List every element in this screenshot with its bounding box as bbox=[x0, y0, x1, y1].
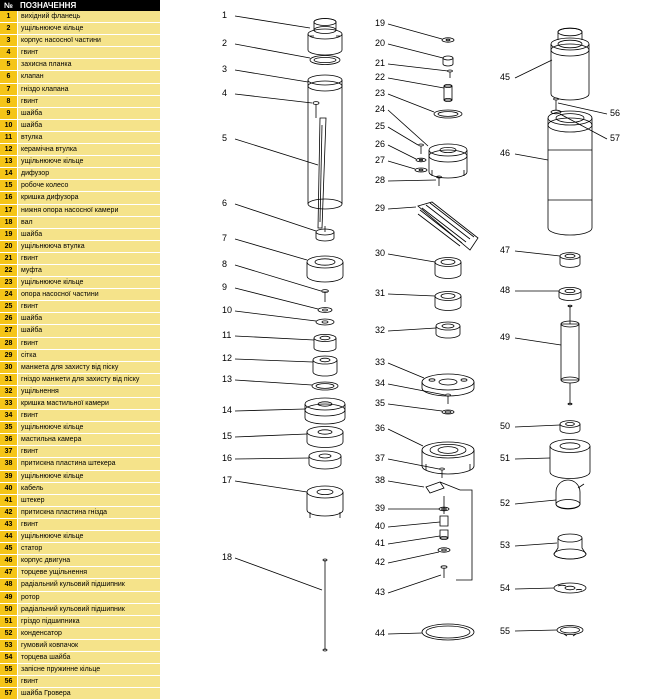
legend-row-number: 11 bbox=[0, 132, 18, 143]
legend-row-name: нижня опора насосної камери bbox=[18, 205, 160, 216]
part-1-outlet-flange bbox=[308, 19, 342, 56]
legend-row bbox=[0, 132, 160, 144]
legend-row-name: корпус двигуна bbox=[18, 555, 160, 566]
legend-row-name: ущільнююче кільце bbox=[18, 531, 160, 542]
legend-row-number: 17 bbox=[0, 205, 18, 216]
part-40-cable bbox=[440, 496, 448, 526]
legend-row bbox=[0, 410, 160, 422]
part-51-bearing-housing bbox=[550, 440, 590, 479]
legend-row bbox=[0, 59, 160, 71]
legend-row bbox=[0, 579, 160, 591]
callout-label-43: 43 bbox=[375, 587, 386, 597]
legend-row-name: гвинт bbox=[18, 301, 160, 312]
legend-row bbox=[0, 386, 160, 398]
legend-row-name: кришка мастильної камери bbox=[18, 398, 160, 409]
legend-row bbox=[0, 313, 160, 325]
legend-row bbox=[0, 120, 160, 132]
part-36-oil-chamber bbox=[422, 442, 474, 474]
callout-label-23: 23 bbox=[375, 88, 386, 98]
callout-label-21: 21 bbox=[375, 58, 386, 68]
callout-label-11: 11 bbox=[222, 330, 232, 340]
legend-row-number: 3 bbox=[0, 35, 18, 46]
part-33-oil-chamber-cover bbox=[422, 374, 474, 396]
legend-row-name: статор bbox=[18, 543, 160, 554]
part-48-ball-bearing bbox=[559, 287, 581, 300]
legend-row-name: ущільнююче кільце bbox=[18, 23, 160, 34]
part-45-stator bbox=[551, 28, 589, 100]
legend-row-number: 34 bbox=[0, 410, 18, 421]
part-50-ball-bearing bbox=[560, 421, 580, 434]
legend-row bbox=[0, 434, 160, 446]
legend-row-number: 44 bbox=[0, 531, 18, 542]
legend-row-number: 4 bbox=[0, 47, 18, 58]
callout-label-16: 16 bbox=[222, 453, 233, 463]
legend-row bbox=[0, 229, 160, 241]
legend-row bbox=[0, 11, 160, 23]
diagram-drawing bbox=[160, 0, 655, 670]
callout-label-50: 50 bbox=[500, 421, 511, 431]
legend-row-number: 40 bbox=[0, 483, 18, 494]
callout-label-22: 22 bbox=[375, 72, 386, 82]
legend-row bbox=[0, 652, 160, 664]
legend-row bbox=[0, 483, 160, 495]
part-5-protective-strip bbox=[318, 118, 326, 228]
legend-row-name: клапан bbox=[18, 71, 160, 82]
legend-row bbox=[0, 338, 160, 350]
legend-row-name: радіальний кульовий підшипник bbox=[18, 579, 160, 590]
legend-row-number: 55 bbox=[0, 664, 18, 675]
legend-row-name: вихідний фланець bbox=[18, 11, 160, 22]
legend-row-number: 27 bbox=[0, 325, 18, 336]
callout-label-33: 33 bbox=[375, 357, 386, 367]
callout-label-34: 34 bbox=[375, 378, 386, 388]
callout-label-40: 40 bbox=[375, 521, 386, 531]
legend-row-name: гвинт bbox=[18, 253, 160, 264]
legend-row bbox=[0, 664, 160, 676]
legend-header-number: № bbox=[4, 1, 13, 10]
legend-row bbox=[0, 495, 160, 507]
callout-label-31: 31 bbox=[375, 288, 386, 298]
legend-row-number: 6 bbox=[0, 71, 18, 82]
callout-label-5: 5 bbox=[222, 133, 228, 143]
part-24-pump-support bbox=[429, 144, 467, 178]
legend-row-number: 56 bbox=[0, 676, 18, 687]
callout-label-13: 13 bbox=[222, 374, 233, 384]
part-13-oring bbox=[312, 382, 338, 390]
legend-row bbox=[0, 604, 160, 616]
legend-row-name: гвинт bbox=[18, 96, 160, 107]
legend-row-number: 2 bbox=[0, 23, 18, 34]
part-41-plug bbox=[440, 530, 448, 540]
legend-row bbox=[0, 192, 160, 204]
part-27-washer bbox=[415, 168, 427, 172]
legend-row bbox=[0, 471, 160, 483]
legend-row-number: 15 bbox=[0, 180, 18, 191]
legend-row bbox=[0, 374, 160, 386]
legend-row-number: 35 bbox=[0, 422, 18, 433]
callout-label-20: 20 bbox=[375, 38, 386, 48]
legend-row bbox=[0, 47, 160, 59]
callout-label-1: 1 bbox=[222, 10, 228, 20]
part-8-screw bbox=[322, 290, 329, 302]
legend-row-number: 53 bbox=[0, 640, 18, 651]
legend-row-number: 47 bbox=[0, 567, 18, 578]
legend-row-number: 12 bbox=[0, 144, 18, 155]
legend-row bbox=[0, 168, 160, 180]
part-19-washer bbox=[442, 38, 454, 42]
part-35-oring bbox=[442, 410, 454, 414]
legend-row bbox=[0, 241, 160, 253]
callout-label-17: 17 bbox=[222, 475, 233, 485]
callout-label-36: 36 bbox=[375, 423, 386, 433]
legend-row-number: 23 bbox=[0, 277, 18, 288]
part-47-mechanical-seal bbox=[560, 253, 580, 268]
legend-row-name: торцева шайба bbox=[18, 652, 160, 663]
legend-row-number: 30 bbox=[0, 362, 18, 373]
legend-row-number: 28 bbox=[0, 338, 18, 349]
part-7-valve-seat bbox=[307, 256, 343, 282]
callout-label-55: 55 bbox=[500, 626, 511, 636]
legend-row-name: корпус насосної частини bbox=[18, 35, 160, 46]
part-14-diffuser bbox=[305, 398, 345, 424]
legend-row-number: 52 bbox=[0, 628, 18, 639]
legend-row-name: запісне пружинне кільце bbox=[18, 664, 160, 675]
legend-row-number: 37 bbox=[0, 446, 18, 457]
part-55-retaining-ring bbox=[557, 626, 583, 637]
legend-row-number: 14 bbox=[0, 168, 18, 179]
legend-row bbox=[0, 265, 160, 277]
callout-label-6: 6 bbox=[222, 198, 228, 208]
part-4-screw bbox=[313, 102, 319, 118]
callout-label-26: 26 bbox=[375, 139, 386, 149]
legend-row bbox=[0, 688, 160, 700]
part-29-strainer bbox=[418, 202, 478, 250]
legend-row-name: гвинт bbox=[18, 676, 160, 687]
legend-row bbox=[0, 616, 160, 628]
legend-row bbox=[0, 640, 160, 652]
callout-label-12: 12 bbox=[222, 353, 233, 363]
part-17-lower-support bbox=[307, 486, 343, 518]
legend-row-number: 8 bbox=[0, 96, 18, 107]
legend-row bbox=[0, 180, 160, 192]
legend-row bbox=[0, 217, 160, 229]
callout-label-19: 19 bbox=[375, 18, 386, 28]
legend-row-number: 57 bbox=[0, 688, 18, 699]
legend-row-number: 32 bbox=[0, 386, 18, 397]
legend-row bbox=[0, 458, 160, 470]
callout-label-25: 25 bbox=[375, 121, 386, 131]
callout-label-32: 32 bbox=[375, 325, 386, 335]
legend-row-name: конденсатор bbox=[18, 628, 160, 639]
legend-row-name: гвинт bbox=[18, 446, 160, 457]
callout-label-39: 39 bbox=[375, 503, 386, 513]
legend-row-number: 10 bbox=[0, 120, 18, 131]
legend-row bbox=[0, 289, 160, 301]
part-43-screw bbox=[441, 566, 447, 578]
legend-row-number: 43 bbox=[0, 519, 18, 530]
legend-row-name: гніздо манжети для захисту від піску bbox=[18, 374, 160, 385]
legend-row bbox=[0, 543, 160, 555]
part-34-screw bbox=[446, 394, 451, 404]
legend-row-number: 22 bbox=[0, 265, 18, 276]
legend-row-name: робоче колесо bbox=[18, 180, 160, 191]
part-53-rubber-cap bbox=[554, 534, 586, 559]
part-42-socket-press-plate bbox=[438, 548, 450, 552]
callout-label-27: 27 bbox=[375, 155, 386, 165]
legend-row-name: ущільнююче кільце bbox=[18, 471, 160, 482]
legend-row bbox=[0, 362, 160, 374]
part-46-motor-housing bbox=[548, 111, 592, 235]
legend-row-name: гумовий ковпачок bbox=[18, 640, 160, 651]
legend-row-name: радіальний кульовий підшипник bbox=[18, 604, 160, 615]
legend-row-name: гвинт bbox=[18, 338, 160, 349]
legend-row-number: 36 bbox=[0, 434, 18, 445]
legend-row-number: 21 bbox=[0, 253, 18, 264]
callout-label-47: 47 bbox=[500, 245, 511, 255]
legend-row-name: гніздо клапана bbox=[18, 84, 160, 95]
legend-row-name: гріздо підшипника bbox=[18, 616, 160, 627]
legend-row bbox=[0, 156, 160, 168]
legend-row-number: 33 bbox=[0, 398, 18, 409]
legend-row bbox=[0, 301, 160, 313]
legend-row-name: керамічна втулка bbox=[18, 144, 160, 155]
legend-row-name: шайба bbox=[18, 120, 160, 131]
part-30-sand-guard bbox=[435, 258, 461, 279]
legend-row bbox=[0, 567, 160, 579]
callout-label-53: 53 bbox=[500, 540, 511, 550]
legend-row bbox=[0, 144, 160, 156]
part-20-sealing-bush bbox=[443, 56, 453, 66]
part-49-rotor bbox=[561, 305, 579, 405]
legend-row-name: ротор bbox=[18, 592, 160, 603]
legend-row bbox=[0, 84, 160, 96]
part-25-screw bbox=[419, 144, 424, 154]
callout-label-49: 49 bbox=[500, 332, 511, 342]
callout-label-44: 44 bbox=[375, 628, 386, 638]
part-18-shaft bbox=[323, 559, 327, 651]
legend-row-number: 31 bbox=[0, 374, 18, 385]
part-23-oring bbox=[434, 110, 462, 118]
legend-row bbox=[0, 71, 160, 83]
callout-label-57: 57 bbox=[610, 133, 621, 143]
callout-label-29: 29 bbox=[375, 203, 386, 213]
legend-row bbox=[0, 350, 160, 362]
callout-label-28: 28 bbox=[375, 175, 386, 185]
legend-header-row bbox=[0, 0, 160, 11]
part-22-coupling bbox=[444, 84, 452, 101]
legend-row-name: гвинт bbox=[18, 47, 160, 58]
legend-row bbox=[0, 96, 160, 108]
legend-row-name: притискна пластина штекера bbox=[18, 458, 160, 469]
legend-row bbox=[0, 519, 160, 531]
legend-row bbox=[0, 277, 160, 289]
callout-label-15: 15 bbox=[222, 431, 233, 441]
legend-row-name: торцеве ущільнення bbox=[18, 567, 160, 578]
callout-label-9: 9 bbox=[222, 282, 228, 292]
legend-row bbox=[0, 555, 160, 567]
legend-row-name: ущільнююче кільце bbox=[18, 277, 160, 288]
callout-label-10: 10 bbox=[222, 305, 233, 315]
part-56-screw bbox=[554, 98, 559, 110]
callout-label-3: 3 bbox=[222, 64, 228, 74]
legend-row-name: вал bbox=[18, 217, 160, 228]
legend-row-name: шайба bbox=[18, 313, 160, 324]
legend-row-number: 39 bbox=[0, 471, 18, 482]
legend-row bbox=[0, 628, 160, 640]
legend-row bbox=[0, 507, 160, 519]
legend-row-name: втулка bbox=[18, 132, 160, 143]
part-37-screw bbox=[440, 468, 445, 478]
callout-label-37: 37 bbox=[375, 453, 386, 463]
legend-row-number: 18 bbox=[0, 217, 18, 228]
legend-row-name: штекер bbox=[18, 495, 160, 506]
legend-row-number: 54 bbox=[0, 652, 18, 663]
callout-label-41: 41 bbox=[375, 538, 386, 548]
legend-row-name: шайба bbox=[18, 108, 160, 119]
legend-row-number: 16 bbox=[0, 192, 18, 203]
legend-row-number: 45 bbox=[0, 543, 18, 554]
callout-label-4: 4 bbox=[222, 88, 228, 98]
legend-row-number: 41 bbox=[0, 495, 18, 506]
legend-row-number: 38 bbox=[0, 458, 18, 469]
part-10-washer bbox=[316, 319, 334, 325]
legend-row-number: 42 bbox=[0, 507, 18, 518]
callout-label-24: 24 bbox=[375, 104, 386, 114]
legend-row bbox=[0, 205, 160, 217]
legend-row bbox=[0, 531, 160, 543]
part-11-bushing bbox=[314, 334, 336, 351]
legend-row-name: притискна пластина гнізда bbox=[18, 507, 160, 518]
legend-row-name: шайба Гровера bbox=[18, 688, 160, 699]
legend-row-name: опора насосної частини bbox=[18, 289, 160, 300]
part-31-sand-guard-seat bbox=[435, 292, 461, 311]
part-26-washer bbox=[416, 158, 426, 162]
callout-label-7: 7 bbox=[222, 233, 228, 243]
legend-row-number: 25 bbox=[0, 301, 18, 312]
legend-row-name: гвинт bbox=[18, 519, 160, 530]
callout-label-42: 42 bbox=[375, 557, 386, 567]
legend-row-name: шайба bbox=[18, 229, 160, 240]
callout-label-45: 45 bbox=[500, 72, 511, 82]
legend-row bbox=[0, 676, 160, 688]
legend-row-name: мастильна камера bbox=[18, 434, 160, 445]
legend-row-name: шайба bbox=[18, 325, 160, 336]
legend-row bbox=[0, 422, 160, 434]
legend-row bbox=[0, 446, 160, 458]
legend-row-number: 29 bbox=[0, 350, 18, 361]
callout-label-14: 14 bbox=[222, 405, 233, 415]
part-2-oring bbox=[310, 56, 340, 65]
callout-label-52: 52 bbox=[500, 498, 511, 508]
legend-row-name: сітка bbox=[18, 350, 160, 361]
part-21-screw bbox=[448, 70, 453, 78]
legend-row-number: 24 bbox=[0, 289, 18, 300]
legend-row-name: муфта bbox=[18, 265, 160, 276]
exploded-view-diagram bbox=[160, 0, 655, 670]
legend-row-number: 7 bbox=[0, 84, 18, 95]
legend-row-name: гвинт bbox=[18, 410, 160, 421]
part-52-capacitor bbox=[556, 480, 584, 509]
callout-label-2: 2 bbox=[222, 38, 228, 48]
part-38-plug-press-plate bbox=[426, 482, 460, 493]
legend-row-number: 46 bbox=[0, 555, 18, 566]
legend-row-name: манжета для захисту від піску bbox=[18, 362, 160, 373]
legend-row-name: кришка дифузора bbox=[18, 192, 160, 203]
legend-row-number: 48 bbox=[0, 579, 18, 590]
legend-row bbox=[0, 23, 160, 35]
legend-row-number: 13 bbox=[0, 156, 18, 167]
callout-label-46: 46 bbox=[500, 148, 511, 158]
legend-row-name: дифузор bbox=[18, 168, 160, 179]
legend-row-number: 26 bbox=[0, 313, 18, 324]
legend-row-number: 19 bbox=[0, 229, 18, 240]
part-54-end-washer bbox=[554, 583, 586, 593]
legend-row bbox=[0, 108, 160, 120]
part-15-impeller bbox=[307, 427, 343, 448]
legend-header-name: ПОЗНАЧЕННЯ bbox=[20, 1, 77, 10]
part-12-ceramic-bushing bbox=[313, 356, 337, 376]
part-9-washer bbox=[318, 308, 332, 313]
legend-row bbox=[0, 325, 160, 337]
callout-label-54: 54 bbox=[500, 583, 511, 593]
legend-row-number: 1 bbox=[0, 11, 18, 22]
callout-label-48: 48 bbox=[500, 285, 511, 295]
callout-label-8: 8 bbox=[222, 259, 228, 269]
legend-row-number: 9 bbox=[0, 108, 18, 119]
legend-row bbox=[0, 35, 160, 47]
legend-row-number: 50 bbox=[0, 604, 18, 615]
callout-label-35: 35 bbox=[375, 398, 386, 408]
legend-row-number: 49 bbox=[0, 592, 18, 603]
callout-label-56: 56 bbox=[610, 108, 621, 118]
legend-row bbox=[0, 253, 160, 265]
part-16-diffuser-cover bbox=[309, 451, 341, 469]
legend-row-name: ущільнююче кільце bbox=[18, 156, 160, 167]
legend-row-name: ущільнююче кільце bbox=[18, 422, 160, 433]
legend-row-number: 51 bbox=[0, 616, 18, 627]
legend-row-name: кабель bbox=[18, 483, 160, 494]
callout-label-30: 30 bbox=[375, 248, 386, 258]
part-32-seal bbox=[436, 322, 460, 338]
parts-legend-table bbox=[0, 0, 160, 700]
callout-label-38: 38 bbox=[375, 475, 386, 485]
legend-row-number: 20 bbox=[0, 241, 18, 252]
legend-row bbox=[0, 592, 160, 604]
callout-label-18: 18 bbox=[222, 552, 233, 562]
callout-label-51: 51 bbox=[500, 453, 511, 463]
legend-row-name: ущільнення bbox=[18, 386, 160, 397]
legend-row-name: ущільнююча втулка bbox=[18, 241, 160, 252]
legend-row-name: захисна планка bbox=[18, 59, 160, 70]
legend-row bbox=[0, 398, 160, 410]
part-44-oring bbox=[422, 624, 474, 640]
legend-row-number: 5 bbox=[0, 59, 18, 70]
